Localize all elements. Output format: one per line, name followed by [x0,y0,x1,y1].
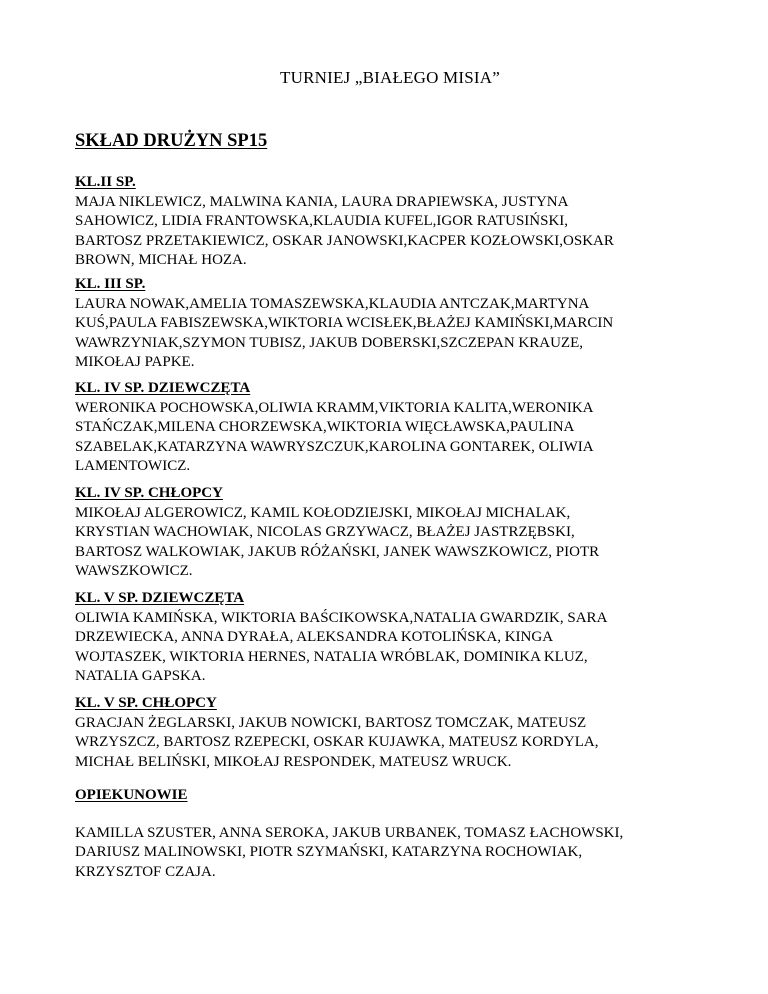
section-names [75,193,705,271]
names-line: MAJA NIKLEWICZ, MALWINA KANIA, LAURA DRAPIEWSKA, JUSTYNA [75,193,569,210]
names-line: MIKOŁAJ PAPKE. [75,354,195,370]
section-names [75,399,705,477]
names-line: NATALIA GAPSKA. [75,668,206,684]
names-line: LAURA NOWAK,AMELIA TOMASZEWSKA,KLAUDIA ANTCZAK,MARTYNA [75,295,590,312]
section-kl-v-dziewczeta [75,589,705,687]
section-names [75,295,705,373]
names-line: MIKOŁAJ ALGEROWICZ, KAMIL KOŁODZIEJSKI, MIKOŁAJ MICHALAK, [75,504,571,521]
names-line: OLIWIA KAMIŃSKA, WIKTORIA BAŚCIKOWSKA,NATALIA GWARDZIK, SARA [75,609,608,626]
section-kl-iv-chlopcy [75,484,705,582]
names-line: DRZEWIECKA, ANNA DYRAŁA, ALEKSANDRA KOTOLIŃSKA, KINGA [75,629,554,645]
section-names [75,504,705,582]
section-names [75,714,705,773]
document-heading: SKŁAD DRUŻYN SP15 [75,131,268,151]
names-line: BROWN, MICHAŁ HOZA. [75,252,247,268]
names-line: BARTOSZ WALKOWIAK, JAKUB RÓŻAŃSKI, JANEK WAWSZKOWICZ, PIOTR [75,543,600,560]
section-kl-ii [75,173,705,271]
names-line: WAWRZYNIAK,SZYMON TUBISZ, JAKUB DOBERSKI,SZCZEPAN KRAUZE, [75,334,583,351]
names-line: LAMENTOWICZ. [75,458,191,474]
section-opiekunowie [75,786,705,882]
section-kl-v-chlopcy [75,694,705,772]
names-line: WOJTASZEK, WIKTORIA HERNES, NATALIA WRÓBLAK, DOMINIKA KLUZ, [75,648,588,665]
names-line: KAMILLA SZUSTER, ANNA SEROKA, JAKUB URBANEK, TOMASZ ŁACHOWSKI, [75,824,624,841]
names-line: SAHOWICZ, LIDIA FRANTOWSKA,KLAUDIA KUFEL,IGOR RATUSIŃSKI, [75,213,569,229]
section-kl-iii [75,275,705,373]
names-line: WAWSZKOWICZ. [75,563,193,579]
names-line: BARTOSZ PRZETAKIEWICZ, OSKAR JANOWSKI,KACPER KOZŁOWSKI,OSKAR [75,232,614,249]
section-label: KL.II SP. [75,174,136,190]
section-label: KL. IV SP. CHŁOPCY [75,485,223,501]
section-label: KL. III SP. [75,276,146,292]
section-names [75,609,705,687]
section-label: KL. V SP. DZIEWCZĘTA [75,590,245,606]
names-line: SZABELAK,KATARZYNA WAWRYSZCZUK,KAROLINA GONTAREK, OLIWIA [75,438,594,455]
names-line: DARIUSZ MALINOWSKI, PIOTR SZYMAŃSKI, KATARZYNA ROCHOWIAK, [75,844,583,860]
names-line: MICHAŁ BELIŃSKI, MIKOŁAJ RESPONDEK, MATEUSZ WRUCK. [75,753,512,770]
names-line: KUŚ,PAULA FABISZEWSKA,WIKTORIA WCISŁEK,BŁAŻEJ KAMIŃSKI,MARCIN [75,315,614,331]
names-line: KRYSTIAN WACHOWIAK, NICOLAS GRZYWACZ, BŁAŻEJ JASTRZĘBSKI, [75,524,575,540]
section-names [75,824,705,883]
names-line: KRZYSZTOF CZAJA. [75,863,216,880]
section-label: KL. V SP. CHŁOPCY [75,695,217,711]
names-line: STAŃCZAK,MILENA CHORZEWSKA,WIKTORIA WIĘCŁAWSKA,PAULINA [75,419,575,435]
section-kl-iv-dziewczeta [75,379,705,477]
document-title: TURNIEJ „BIAŁEGO MISIA” [280,68,500,87]
section-label: OPIEKUNOWIE [75,787,188,803]
names-line: GRACJAN ŻEGLARSKI, JAKUB NOWICKI, BARTOSZ TOMCZAK, MATEUSZ [75,714,587,731]
section-label: KL. IV SP. DZIEWCZĘTA [75,380,251,396]
names-line: WERONIKA POCHOWSKA,OLIWIA KRAMM,VIKTORIA KALITA,WERONIKA [75,399,594,416]
names-line: WRZYSZCZ, BARTOSZ RZEPECKI, OSKAR KUJAWKA, MATEUSZ KORDYLA, [75,734,599,750]
